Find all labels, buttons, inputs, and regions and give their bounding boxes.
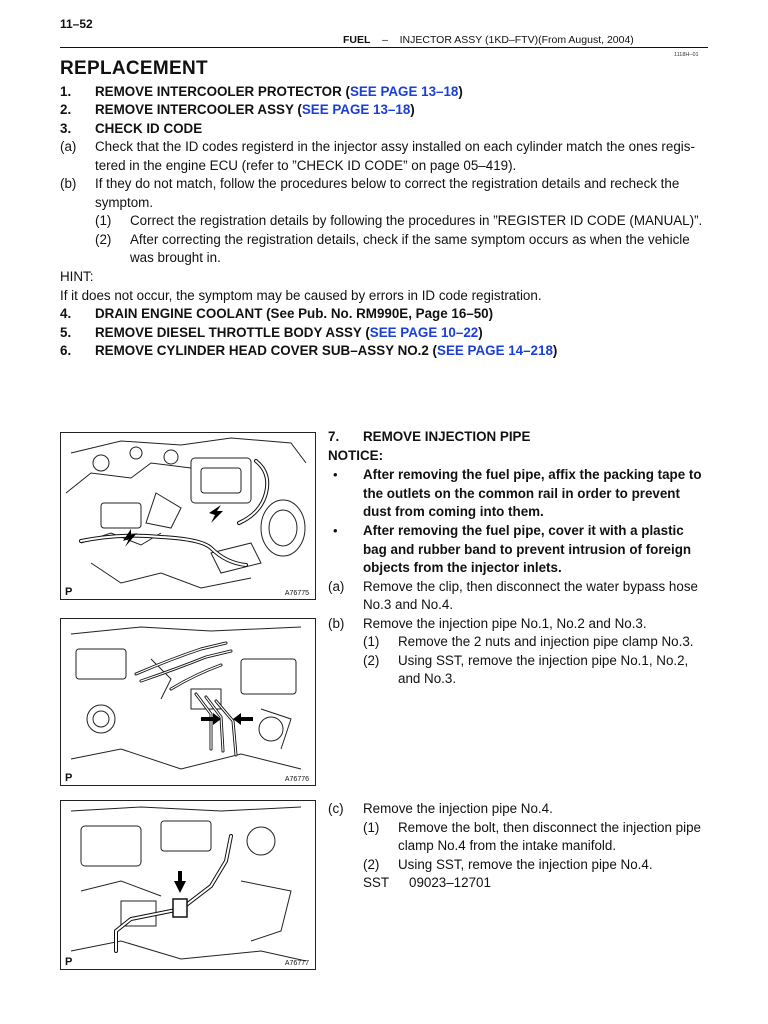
section-name: FUEL (343, 34, 371, 46)
notice-1-bullet: • (333, 467, 338, 482)
step-7b1-label: (1) (363, 634, 380, 649)
step-6-number: 6. (60, 343, 72, 358)
figure-injection-pipe-4 (60, 800, 316, 970)
sst-label: SST (363, 875, 390, 890)
step-3b-line2: symptom. (95, 195, 154, 210)
figure-injection-pipe-hoses (60, 432, 316, 600)
page-title: REPLACEMENT (60, 58, 208, 79)
engine-illustration-2 (61, 619, 315, 785)
page-number: 11–52 (60, 17, 93, 31)
step-7b2-line2: and No.3. (398, 671, 457, 686)
figure-2-id: A76776 (284, 776, 309, 783)
notice-2-line3: objects from the injector inlets. (363, 560, 562, 575)
step-3-number: 3. (60, 121, 72, 136)
step-7c2-label: (2) (363, 857, 380, 872)
sst-value: 09023–12701 (409, 875, 491, 890)
step-7b2-line1: Using SST, remove the injection pipe No.1, No.2, (398, 653, 689, 668)
step-3b2-label: (2) (95, 232, 112, 247)
doc-id: 1118H–01 (674, 52, 699, 58)
step-7a-label: (a) (328, 579, 345, 594)
step-7a-line2: No.3 and No.4. (363, 597, 454, 612)
step-7c-label: (c) (328, 801, 344, 816)
figure-1-id: A76775 (284, 590, 309, 597)
notice-label: NOTICE: (328, 448, 384, 463)
step-1-link[interactable]: SEE PAGE 13–18 (349, 84, 459, 99)
notice-2-line2: bag and rubber band to prevent intrusion of foreign (363, 542, 692, 557)
step-5-tail: ) (478, 325, 483, 340)
header-rule (60, 47, 708, 48)
step-6-link[interactable]: SEE PAGE 14–218 (437, 343, 553, 358)
step-2-number: 2. (60, 102, 72, 117)
step-1-text: REMOVE INTERCOOLER PROTECTOR ( (95, 84, 350, 99)
step-7b-label: (b) (328, 616, 345, 631)
step-1 (95, 83, 463, 102)
step-4-number: 4. (60, 306, 72, 321)
step-5-number: 5. (60, 325, 72, 340)
step-3b-label: (b) (60, 176, 77, 191)
step-3b2-line1: After correcting the registration details, check if the same symptom occurs as when the vehicle (130, 232, 690, 247)
step-7a-line1: Remove the clip, then disconnect the water bypass hose (363, 579, 698, 594)
notice-2-bullet: • (333, 523, 338, 538)
step-7c2-text: Using SST, remove the injection pipe No.4. (398, 857, 653, 872)
section-subtitle: INJECTOR ASSY (1KD–FTV)(From August, 2004) (399, 34, 634, 46)
step-1-number: 1. (60, 84, 72, 99)
step-7c-text: Remove the injection pipe No.4. (363, 801, 553, 816)
header-dash: – (382, 34, 388, 46)
figure-injection-pipes-1-3 (60, 618, 316, 786)
step-2-tail: ) (410, 102, 415, 117)
step-3b1-text: Correct the registration details by following the procedures in ”REGISTER ID CODE (MANUAL)”. (130, 213, 703, 228)
engine-illustration-1 (61, 433, 315, 599)
step-2-text: REMOVE INTERCOOLER ASSY ( (95, 102, 302, 117)
step-7-title: REMOVE INJECTION PIPE (363, 429, 531, 444)
figure-1-p: P (65, 586, 73, 598)
step-5-text: REMOVE DIESEL THROTTLE BODY ASSY ( (95, 325, 370, 340)
hint-label: HINT: (60, 269, 94, 284)
step-3b-line1: If they do not match, follow the procedures below to correct the registration details and recheck the (95, 176, 680, 191)
step-6-tail: ) (552, 343, 558, 358)
step-7b-text: Remove the injection pipe No.1, No.2 and No.3. (363, 616, 647, 631)
notice-2-line1: After removing the fuel pipe, cover it with a plastic (363, 523, 684, 538)
step-5-link[interactable]: SEE PAGE 10–22 (369, 325, 479, 340)
step-7-number: 7. (328, 429, 340, 444)
step-4-text: DRAIN ENGINE COOLANT (See Pub. No. RM990E, Page 16–50) (95, 306, 494, 321)
step-3b2-line2: was brought in. (130, 250, 221, 265)
step-6-text: REMOVE CYLINDER HEAD COVER SUB–ASSY NO.2 ( (95, 343, 438, 358)
step-1-tail: ) (458, 84, 463, 99)
step-7c1-label: (1) (363, 820, 380, 835)
step-6 (95, 342, 557, 361)
step-2-link[interactable]: SEE PAGE 13–18 (301, 102, 411, 117)
step-3a-label: (a) (60, 139, 77, 154)
step-5 (95, 324, 483, 343)
step-7c1-line1: Remove the bolt, then disconnect the injection pipe (398, 820, 701, 835)
hint-text: If it does not occur, the symptom may be caused by errors in ID code registration. (60, 288, 542, 303)
notice-1-line2: the outlets on the common rail in order to prevent (363, 486, 680, 501)
step-3-text: CHECK ID CODE (95, 121, 203, 136)
step-3a-line1: Check that the ID codes registerd in the injector assy installed on each cylinder match the ones regis- (95, 139, 695, 154)
figure-2-p: P (65, 772, 73, 784)
engine-illustration-3 (61, 801, 315, 969)
figure-3-id: A76777 (284, 960, 309, 967)
step-7b2-label: (2) (363, 653, 380, 668)
step-2 (95, 101, 415, 120)
notice-1-line1: After removing the fuel pipe, affix the packing tape to (363, 467, 702, 482)
notice-1-line3: dust from coming into them. (363, 504, 544, 519)
running-header (343, 34, 634, 46)
figure-3-p: P (65, 956, 73, 968)
step-7b1-text: Remove the 2 nuts and injection pipe clamp No.3. (398, 634, 694, 649)
step-3a-line2: tered in the engine ECU (refer to ”CHECK ID CODE” on page 05–419). (95, 158, 517, 173)
step-7c1-line2: clamp No.4 from the intake manifold. (398, 838, 617, 853)
step-3b1-label: (1) (95, 213, 112, 228)
